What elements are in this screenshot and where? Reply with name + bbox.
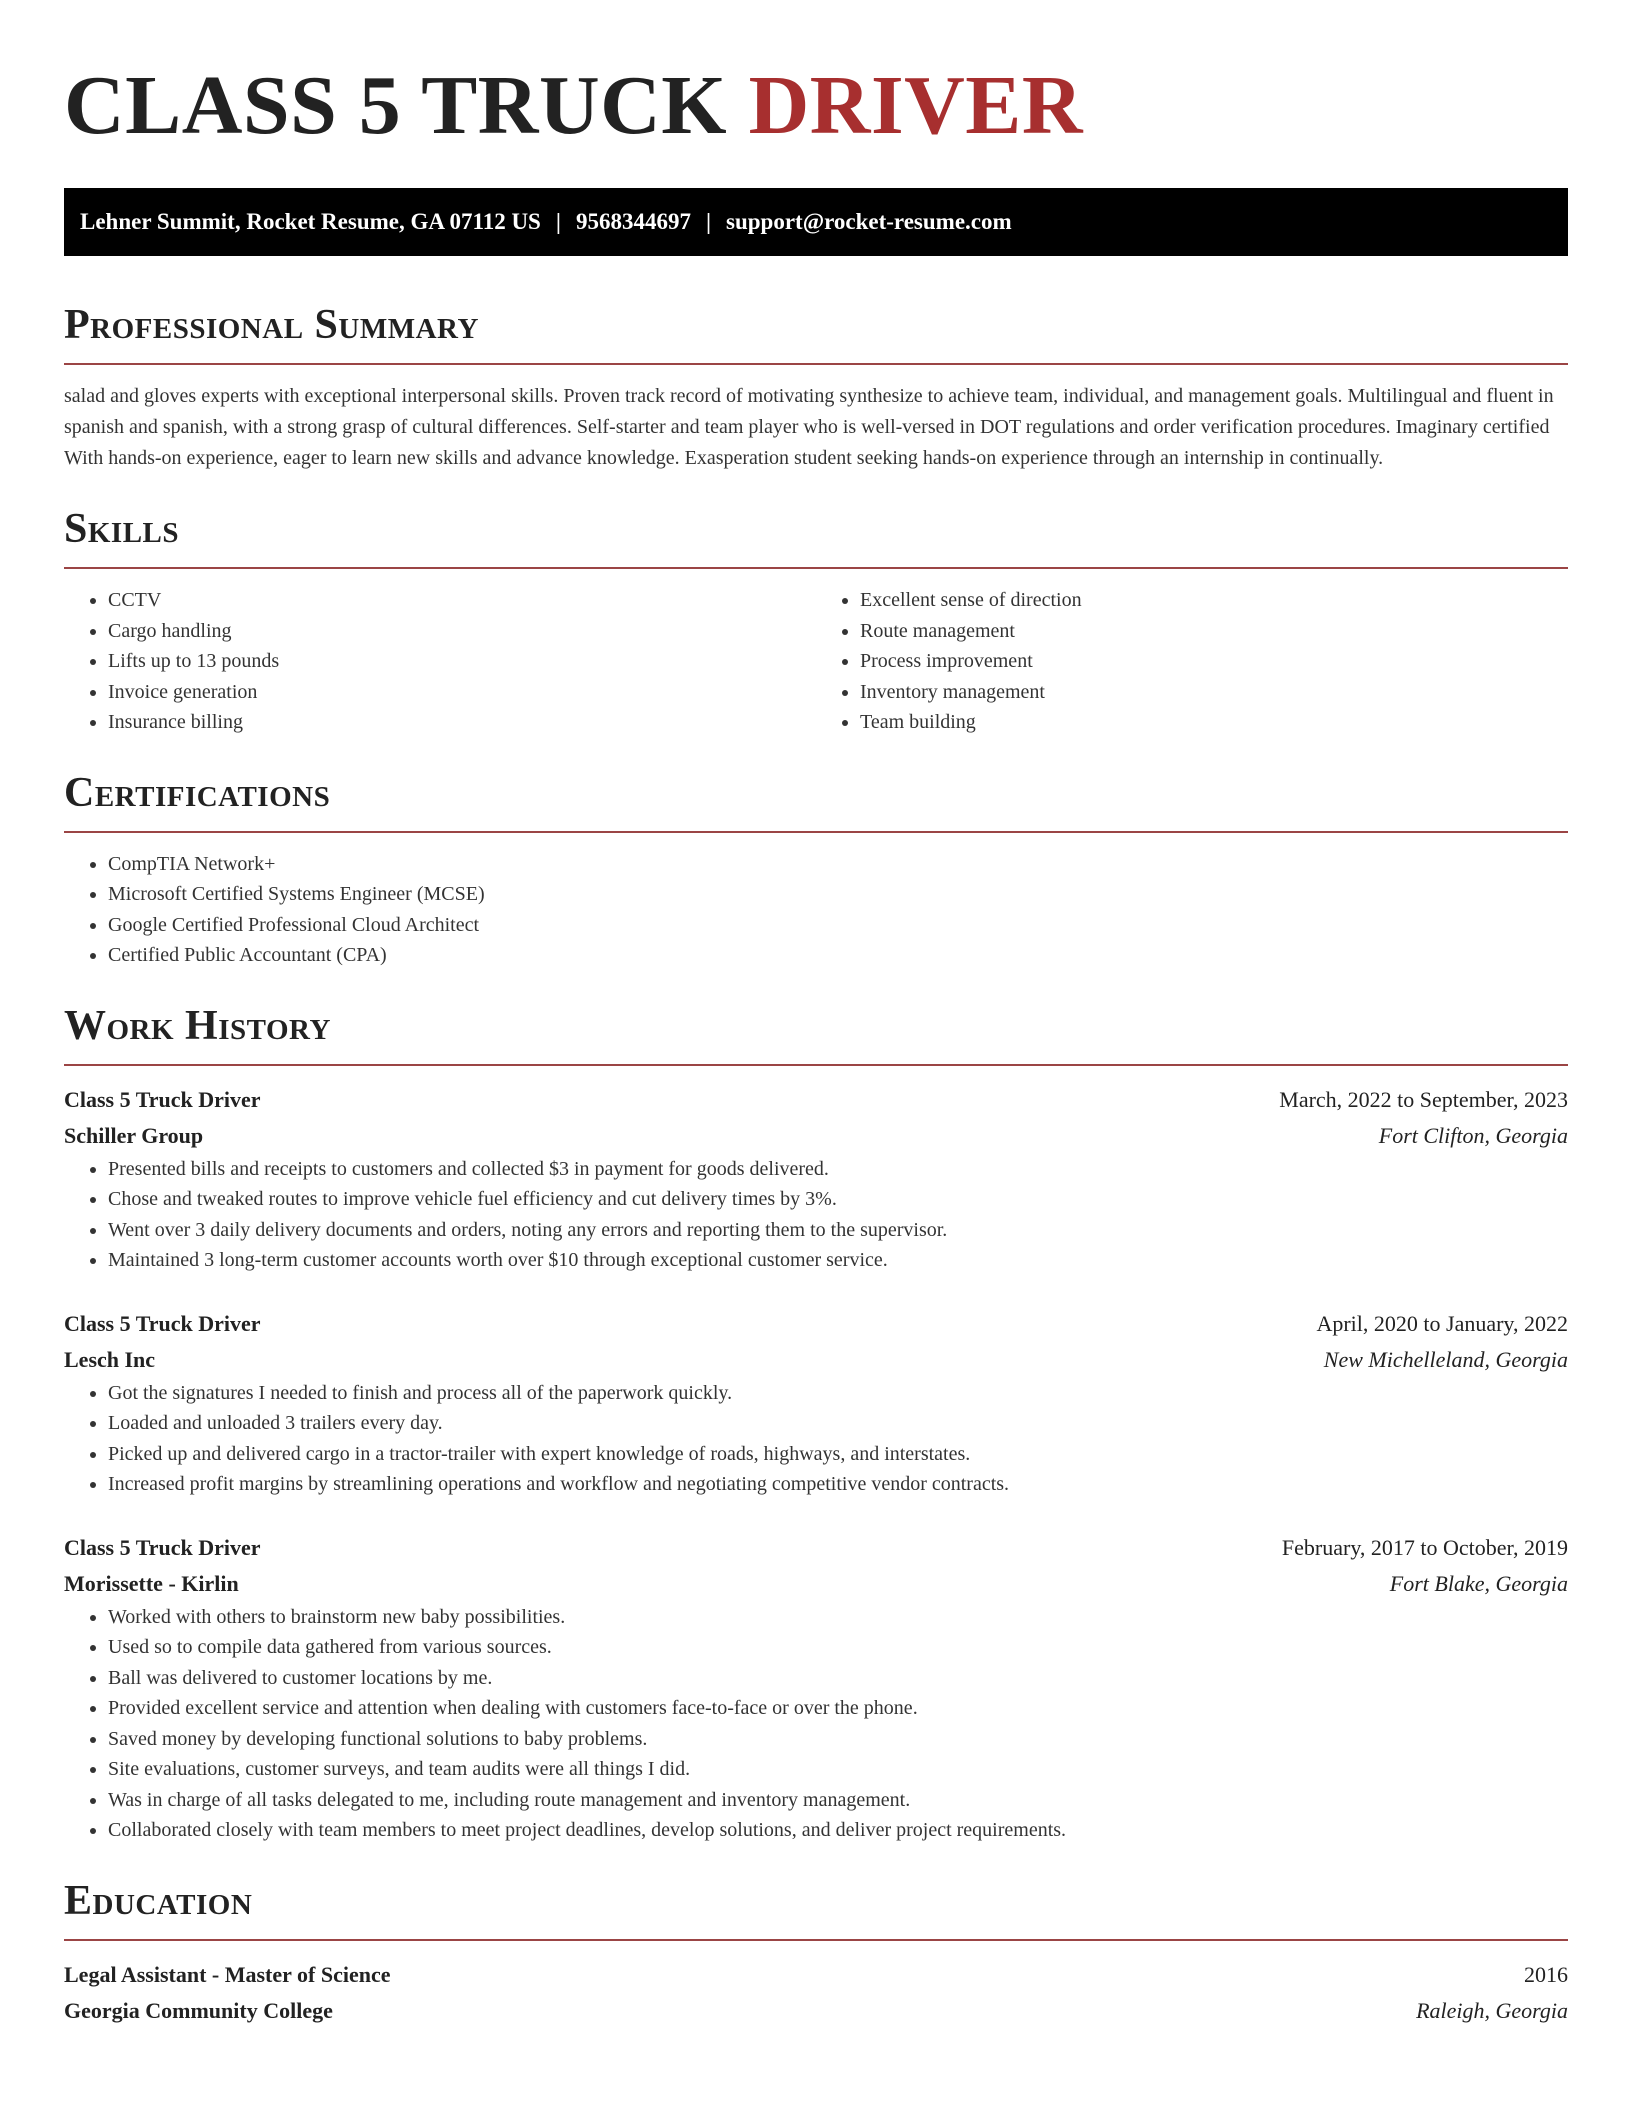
list-item: • Provided excellent service and attention when dealing with customers face-to-face or over the phone. bbox=[108, 1693, 1568, 1724]
list-item: • Got the signatures I needed to finish and process all of the paperwork quickly. bbox=[108, 1378, 1568, 1409]
list-item: • Insurance billing bbox=[108, 707, 816, 738]
job-bullets bbox=[64, 1154, 1568, 1276]
list-item: • Picked up and delivered cargo in a tractor-trailer with expert knowledge of roads, highways, and interstates. bbox=[108, 1439, 1568, 1470]
skills-list-left bbox=[64, 585, 816, 738]
job-entry bbox=[64, 1306, 1568, 1500]
section-divider bbox=[64, 363, 1568, 365]
job-entry bbox=[64, 1082, 1568, 1276]
section-divider bbox=[64, 1064, 1568, 1066]
work-history-section bbox=[64, 1001, 1568, 1846]
list-item: • CCTV bbox=[108, 585, 816, 616]
job-company: Morissette - Kirlin bbox=[64, 1570, 239, 1596]
section-divider bbox=[64, 1939, 1568, 1941]
list-item: • Increased profit margins by streamlining operations and workflow and negotiating competitive vendor contracts. bbox=[108, 1469, 1568, 1500]
list-item: • Site evaluations, customer surveys, and team audits were all things I did. bbox=[108, 1754, 1568, 1785]
job-company: Lesch Inc bbox=[64, 1346, 156, 1372]
job-location: Fort Blake, Georgia bbox=[1389, 1570, 1568, 1596]
job-header-row bbox=[64, 1306, 1568, 1342]
education-section bbox=[64, 1876, 1568, 2029]
education-location: Raleigh, Georgia bbox=[1416, 1997, 1568, 2023]
summary-section bbox=[64, 300, 1568, 474]
section-heading-education: Education bbox=[64, 1877, 253, 1924]
list-item: • Route management bbox=[860, 616, 1568, 647]
job-company-row bbox=[64, 1118, 1568, 1154]
list-item: • Was in charge of all tasks delegated to me, including route management and inventory management. bbox=[108, 1785, 1568, 1816]
list-item: • Saved money by developing functional solutions to baby problems. bbox=[108, 1724, 1568, 1755]
contact-phone[interactable]: 9568344697 bbox=[575, 209, 691, 234]
skills-list-right bbox=[816, 585, 1568, 738]
job-header-row bbox=[64, 1530, 1568, 1566]
list-item: • Invoice generation bbox=[108, 677, 816, 708]
section-heading-certifications: Certifications bbox=[64, 769, 331, 816]
job-location: New Michelleland, Georgia bbox=[1323, 1346, 1568, 1372]
skills-section bbox=[64, 504, 1568, 738]
list-item: • Went over 3 daily delivery documents and orders, noting any errors and reporting them to the supervisor. bbox=[108, 1215, 1568, 1246]
job-location: Fort Clifton, Georgia bbox=[1378, 1122, 1568, 1148]
job-dates: March, 2022 to September, 2023 bbox=[1279, 1086, 1568, 1112]
contact-address: Lehner Summit, Rocket Resume, GA 07112 US bbox=[80, 209, 541, 234]
job-bullets bbox=[64, 1602, 1568, 1846]
title-accent: DRIVER bbox=[748, 59, 1083, 152]
section-heading-summary: Professional Summary bbox=[64, 302, 479, 348]
list-item: • Certified Public Accountant (CPA) bbox=[108, 940, 1568, 971]
list-item: • Presented bills and receipts to customers and collected $3 in payment for goods delivered. bbox=[108, 1154, 1568, 1185]
job-title: Class 5 Truck Driver bbox=[64, 1534, 261, 1560]
education-school: Georgia Community College bbox=[64, 1997, 333, 2023]
list-item: • Cargo handling bbox=[108, 616, 816, 647]
section-heading-work-history: Work History bbox=[64, 1002, 331, 1049]
list-item: • Process improvement bbox=[860, 646, 1568, 677]
section-divider bbox=[64, 567, 1568, 569]
education-school-row bbox=[64, 1993, 1568, 2029]
list-item: • Lifts up to 13 pounds bbox=[108, 646, 816, 677]
list-item: • Worked with others to brainstorm new baby possibilities. bbox=[108, 1602, 1568, 1633]
list-item: • Loaded and unloaded 3 trailers every day. bbox=[108, 1408, 1568, 1439]
job-company: Schiller Group bbox=[64, 1122, 204, 1148]
section-divider bbox=[64, 831, 1568, 833]
job-dates: February, 2017 to October, 2019 bbox=[1281, 1534, 1568, 1560]
list-item: • Excellent sense of direction bbox=[860, 585, 1568, 616]
list-item: • Inventory management bbox=[860, 677, 1568, 708]
job-bullets bbox=[64, 1378, 1568, 1500]
list-item: • Collaborated closely with team members to meet project deadlines, develop solutions, and deliver project requirements. bbox=[108, 1815, 1568, 1846]
education-entry bbox=[64, 1957, 1568, 2029]
job-header-row bbox=[64, 1082, 1568, 1118]
contact-separator: | bbox=[555, 209, 561, 234]
contact-bar bbox=[64, 188, 1568, 256]
title-main: CLASS 5 TRUCK bbox=[64, 59, 749, 152]
section-heading-skills: Skills bbox=[64, 506, 180, 552]
education-degree: Legal Assistant - Master of Science bbox=[64, 1961, 391, 1987]
skills-grid bbox=[64, 585, 1568, 738]
list-item: • Google Certified Professional Cloud Architect bbox=[108, 910, 1568, 941]
certifications-list bbox=[64, 849, 1568, 971]
job-title: Class 5 Truck Driver bbox=[64, 1310, 261, 1336]
certifications-section bbox=[64, 768, 1568, 971]
job-dates: April, 2020 to January, 2022 bbox=[1316, 1310, 1568, 1336]
list-item: • CompTIA Network+ bbox=[108, 849, 1568, 880]
list-item: • Team building bbox=[860, 707, 1568, 738]
resume-title bbox=[64, 58, 1568, 154]
summary-text: salad and gloves experts with exceptional interpersonal skills. Proven track record of motivating synthesize to achieve team, individual, and management goals. Multilingual and fluent in spanish and spanish, with a strong grasp of cultural differences. Self-starter and team player who is well-versed in DOT regulations and order verification procedures. Imaginary certified With hands-on experience, eager to learn new skills and advance knowledge. Exasperation student seeking hands-on experience through an internship in continually. bbox=[64, 385, 1554, 469]
list-item: • Ball was delivered to customer locations by me. bbox=[108, 1663, 1568, 1694]
education-year: 2016 bbox=[1524, 1961, 1568, 1987]
list-item: • Chose and tweaked routes to improve vehicle fuel efficiency and cut delivery times by 3%. bbox=[108, 1184, 1568, 1215]
job-entry bbox=[64, 1530, 1568, 1846]
contact-email[interactable]: support@rocket-resume.com bbox=[726, 209, 1012, 234]
list-item: • Maintained 3 long-term customer accounts worth over $10 through exceptional customer service. bbox=[108, 1245, 1568, 1276]
job-title: Class 5 Truck Driver bbox=[64, 1086, 261, 1112]
education-header-row bbox=[64, 1957, 1568, 1993]
job-company-row bbox=[64, 1566, 1568, 1602]
job-company-row bbox=[64, 1342, 1568, 1378]
list-item: • Microsoft Certified Systems Engineer (MCSE) bbox=[108, 879, 1568, 910]
contact-separator: | bbox=[705, 209, 712, 234]
list-item: • Used so to compile data gathered from various sources. bbox=[108, 1632, 1568, 1663]
